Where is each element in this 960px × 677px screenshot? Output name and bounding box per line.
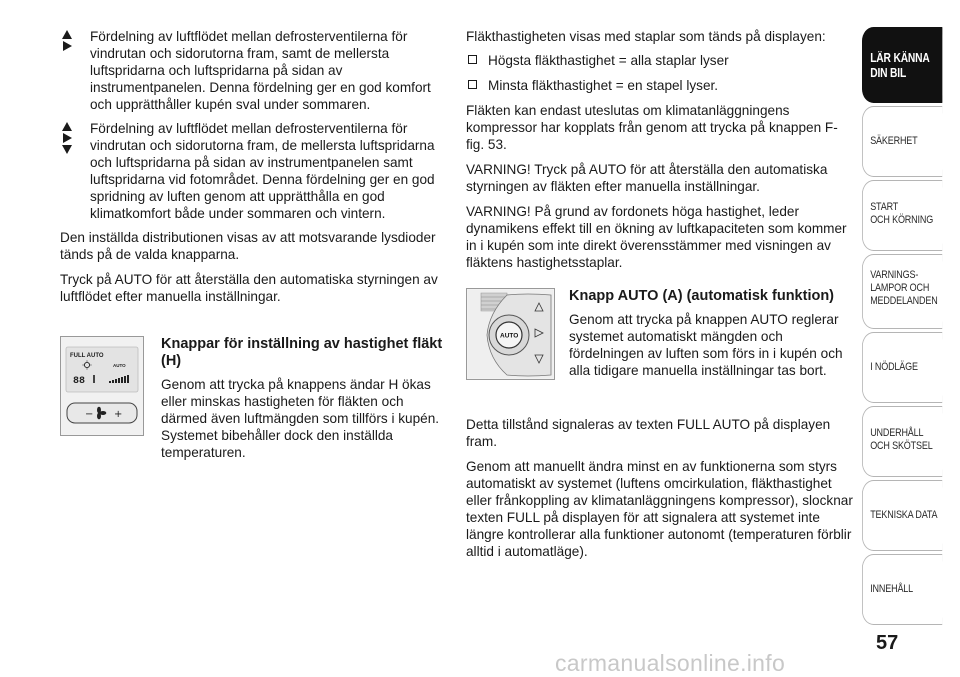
airflow-arrows-icon: [60, 122, 74, 154]
paragraph: Tryck på AUTO för att återställa den automatiska styrningen av luftflödet efter manuella inställningar.: [60, 272, 438, 304]
tab-i-nodlage[interactable]: I NÖDLÄGE: [862, 332, 942, 403]
tab-underhall[interactable]: UNDERHÅLL OCH SKÖTSEL: [862, 406, 942, 477]
watermark: carmanualsonline.info: [555, 650, 786, 676]
tab-lar-kanna-din-bil[interactable]: LÄR KÄNNA DIN BIL: [862, 27, 942, 103]
display-digits: 88: [73, 376, 86, 387]
tab-sakerhet[interactable]: SÄKERHET: [862, 106, 942, 177]
fan-control-illustration: [61, 337, 143, 435]
tab-innehall[interactable]: INNEHÅLL: [862, 554, 942, 625]
left-column: [60, 28, 445, 313]
page-number: 57: [876, 632, 899, 654]
fan-control-figure: [60, 336, 144, 436]
paragraph: Fläkthastigheten visas med staplar som tänds på displayen:: [466, 29, 826, 44]
checkbox-bullet-icon: [468, 80, 477, 89]
auto-heading: Knapp AUTO (A) (automatisk funktion): [569, 288, 835, 304]
paragraph: Detta tillstånd signaleras av texten FULL AUTO på displayen fram.: [466, 417, 831, 449]
fan-section: [161, 336, 446, 469]
distribution-bullet-windshield-center-side: [60, 28, 445, 113]
distribution-bullet-all: [60, 120, 445, 222]
auto-button-figure: [466, 288, 555, 380]
auto-button-label: AUTO: [500, 332, 519, 340]
warning-paragraph: VARNING! Tryck på AUTO för att återställa den automatiska styrningen av fläkten efter manuella inställningar.: [466, 162, 828, 194]
fan-plus: +: [114, 409, 123, 420]
chapter-sidebar: [862, 0, 960, 677]
fan-text: Genom att trycka på knappens ändar H ökas eller minskas hastigheten för fläkten och därmed även luftmängden som tillförs i kupén. Systemet bibehåller dock den inställda temperaturen.: [161, 377, 440, 460]
right-column-bottom: [466, 416, 856, 568]
right-column-top: [466, 28, 854, 279]
bullet-text: Fördelning av luftflödet mellan defrosterventilerna för vindrutan och sidorutorna fram, samt de mellersta luftspridarna och luftspridarna på sidan av instrumentpanelen. Denna fördelning ger en god komfort och upprätthåller kupén sval under sommaren.: [90, 29, 431, 112]
airflow-arrows-icon: [60, 30, 74, 51]
tab-tekniska-data[interactable]: TEKNISKA DATA: [862, 480, 942, 551]
fan-heading: Knappar för inställning av hastighet fläkt (H): [161, 336, 443, 369]
auto-text: Genom att trycka på knappen AUTO reglerar systemet automatiskt mängden och fördelningen av luften som förs in i kupén och alla tidigare manuella inställningar tas bort.: [569, 312, 843, 378]
paragraph: Den inställda distributionen visas av att motsvarande lysdioder tänds på de valda knapparna.: [60, 230, 436, 262]
warning-paragraph: VARNING! På grund av fordonets höga hastighet, leder dynamikens effekt till en ökning av luftkapaciteten som kommer in i kupén som inte direkt överensstämmer med visningen av fläktens hastighetsstaplar.: [466, 204, 847, 270]
paragraph: Fläkten kan endast uteslutas om klimatanläggningens kompressor har kopplats från genom att trycka på knappen F-fig. 53.: [466, 103, 838, 152]
tab-varningslampor[interactable]: VARNINGS- LAMPOR OCH MEDDELANDEN: [862, 254, 942, 329]
list-item: Högsta fläkthastighet = alla staplar lyser: [466, 52, 854, 69]
display-auto-label: AUTO: [113, 363, 126, 368]
checkbox-bullet-icon: [468, 55, 477, 64]
tab-start-och-korning[interactable]: START OCH KÖRNING: [862, 180, 942, 251]
bullet-text: Fördelning av luftflödet mellan defrosterventilerna för vindrutan och sidorutorna fram, de mellersta luftspridarna och luftspridarna på sidan av instrumentpanelen samt luftspridarna vid fotområdet. Denna fördelning ger en god spridning av luften genom att upprätthålla en god klimatkomfort både under sommaren och vintern.: [90, 121, 435, 221]
auto-section: [569, 288, 854, 387]
display-full-auto-label: FULL AUTO: [70, 353, 104, 359]
auto-button-illustration: [467, 289, 554, 379]
fan-minus: −: [85, 409, 94, 420]
list-item: Minsta fläkthastighet = en stapel lyser.: [466, 77, 854, 94]
paragraph: Genom att manuellt ändra minst en av funktionerna som styrs automatiskt av systemet (luftens omcirkulation, fläkthastighet eller frånkoppling av klimatanläggningens kompressor), slocknar texten FULL på displayen för att signalera att systemet inte längre kontrollerar alla funktioner autonomt (temperaturen förblir alltid i automatläge).: [466, 459, 853, 559]
